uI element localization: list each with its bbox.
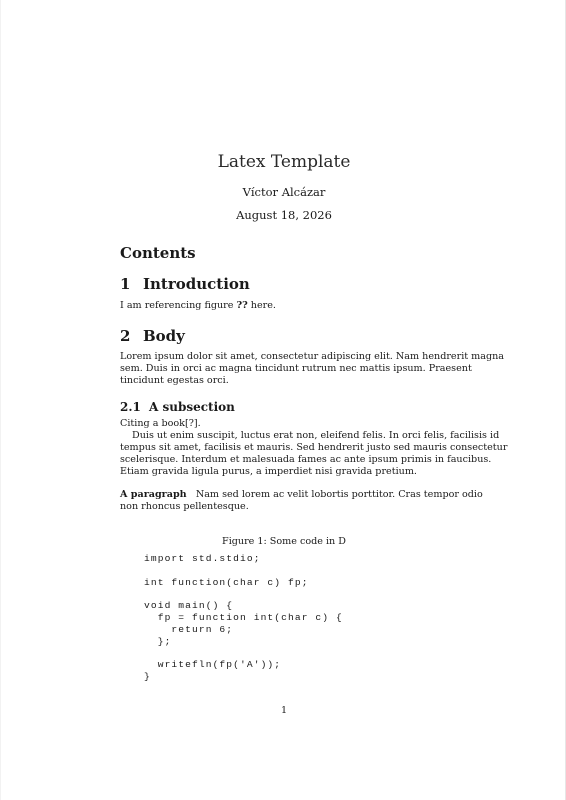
figure-caption: Figure 1: Some code in D	[222, 536, 346, 547]
intro-text-before: I am referencing figure	[120, 300, 237, 311]
paragraph-line: sem. Duis in orci ac magna tincidunt rutrum nec mattis ipsum. Praesent	[120, 363, 472, 374]
code-line: }	[144, 670, 151, 682]
paragraph-line: Lorem ipsum dolor sit amet, consectetur adipiscing elit. Nam hendrerit magna	[120, 351, 505, 362]
introduction-paragraph	[120, 300, 447, 312]
paragraph-heading: A paragraph	[120, 489, 187, 500]
document-title: Latex Template	[217, 152, 351, 172]
section-number: 1	[120, 275, 131, 293]
code-line	[144, 565, 343, 577]
contents-heading: Contents	[120, 244, 196, 262]
subsection-paragraph	[120, 418, 508, 478]
paragraph-line: Etiam gravida ligula purus, a imperdiet nisi gravida pretium.	[120, 466, 417, 477]
subsection-title: A subsection	[149, 400, 235, 414]
document-author: Víctor Alcázar	[242, 185, 326, 199]
paragraph-text: Nam sed lorem ac velit lobortis porttitor. Cras tempor odio	[195, 489, 483, 500]
code-line: writefln(fp('A'));	[144, 659, 282, 671]
paragraph-line: non rhoncus pellentesque.	[120, 501, 249, 512]
code-line	[144, 588, 343, 600]
named-paragraph	[120, 489, 483, 513]
code-line: int function(char c) fp;	[144, 576, 309, 588]
paragraph-line: Duis ut enim suscipit, luctus erat non, eleifend felis. In orci felis, facilisis id	[132, 430, 500, 441]
section-title: Body	[143, 327, 185, 345]
body-paragraph	[120, 351, 505, 387]
subsection-heading	[120, 400, 235, 414]
paragraph-line	[120, 489, 483, 501]
code-line: fp = function int(char c) {	[144, 611, 343, 623]
document-date: August 18, 2026	[236, 208, 332, 222]
code-line: return 6;	[144, 623, 234, 635]
section-number: 2	[120, 327, 131, 345]
figure-reference[interactable]: ??	[236, 300, 248, 311]
subsection-number: 2.1	[120, 400, 141, 414]
intro-text-after: here.	[247, 300, 276, 311]
code-line	[144, 647, 343, 659]
code-line: };	[144, 635, 172, 647]
paragraph-line: tempus sit amet, facilisis et mauris. Sed hendrerit justo sed mauris consectetur	[120, 442, 508, 453]
paragraph-line: scelerisque. Interdum et malesuada fames ac ante ipsum primis in faucibus.	[120, 454, 492, 465]
section-heading-body	[120, 327, 185, 345]
citing-line: Citing a book[?].	[120, 418, 201, 429]
paragraph-line: tincidunt egestas orci.	[120, 375, 229, 386]
code-line: import std.stdio;	[144, 553, 261, 564]
code-line: void main() {	[144, 600, 234, 612]
page-number: 1	[280, 705, 288, 716]
section-heading-introduction	[120, 275, 250, 293]
code-listing	[144, 553, 343, 683]
section-title: Introduction	[143, 275, 250, 293]
